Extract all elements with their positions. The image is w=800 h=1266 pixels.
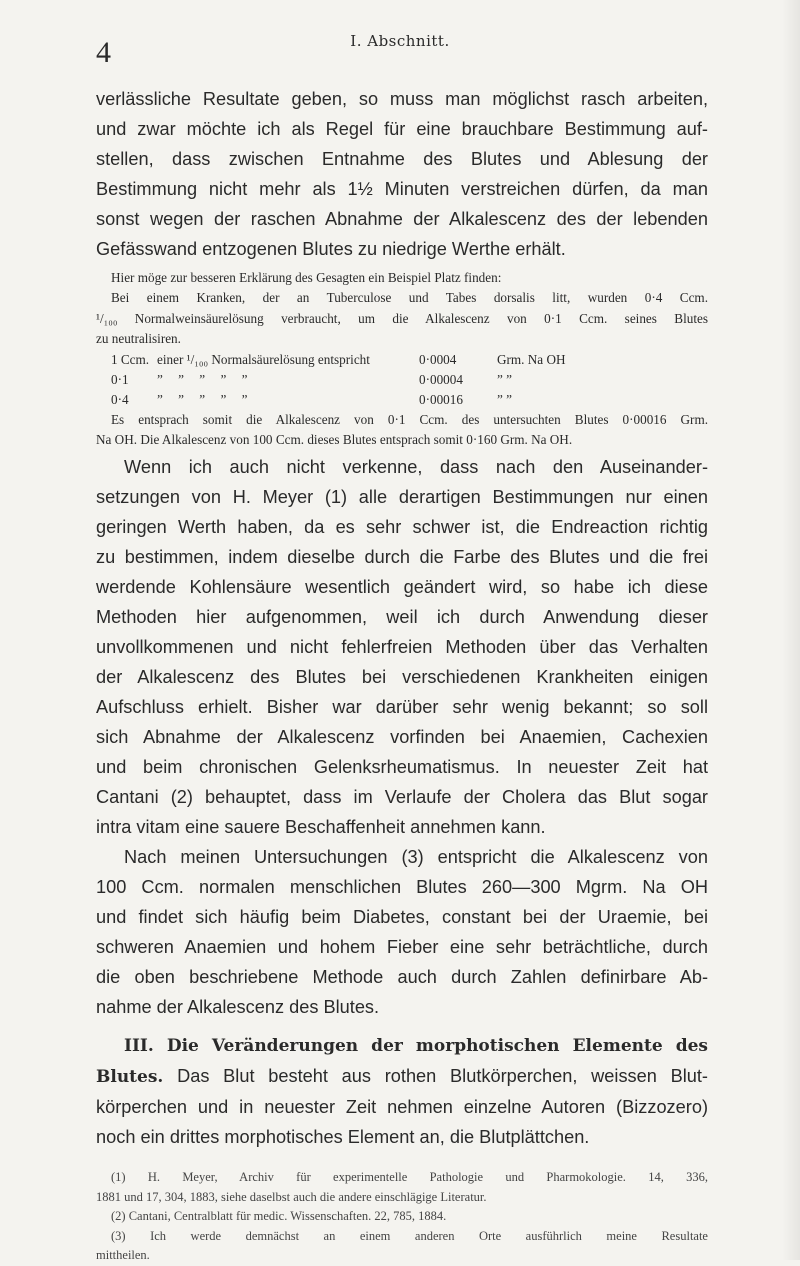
calc-amount: 0·1 (111, 371, 129, 387)
section-text: Das Blut besteht aus rothen Blutkörperchen, weissen Blut- (163, 1066, 708, 1087)
text-line: Bestimmung nicht mehr als 1½ Minuten verstreichen dürfen, da man (96, 179, 708, 199)
text-line: geringen Werth haben, da es sehr schwer ist, die Endreaction richtig (96, 517, 708, 538)
calc-text: einer ¹/₁₀₀ Normalsäurelösung entspricht (157, 351, 370, 367)
calc-amount: 1 Ccm. (111, 351, 150, 367)
text-line (96, 1061, 708, 1092)
text-line: Bei einem Kranken, der an Tuberculose und Tabes dorsalis litt, wurden 0·4 Ccm. (111, 290, 708, 306)
text-line: der Alkalescenz des Blutes bei verschiedenen Krankheiten einigen (96, 667, 708, 688)
text-line: Nach meinen Untersuchungen (3) entspricht die Alkalescenz von (124, 847, 708, 868)
text-line: unvollkommenen und nicht fehlerfreien Methoden über das Verhalten (96, 637, 708, 658)
text-line: und beim chronischen Gelenksrheumatismus. In neuester Zeit hat (96, 757, 708, 778)
paragraph-1 (96, 84, 708, 264)
calculation-table (96, 350, 708, 410)
text-line: körperchen und in neuester Zeit nehmen einzelne Autoren (Bizzozero) (96, 1097, 708, 1118)
page-number: 4 (96, 36, 111, 69)
page-body (96, 84, 708, 1266)
text-line: sonst wegen der raschen Abnahme der Alkalescenz des der lebenden (96, 209, 708, 229)
text-line: 100 Ccm. normalen menschlichen Blutes 260—300 Mgrm. Na OH (96, 877, 708, 898)
text-line: Es entsprach somit die Alkalescenz von 0·1 Ccm. des untersuchten Blutes 0·00016 Grm. (111, 411, 708, 427)
text-line: ¹/₁₀₀ Normalweinsäurelösung verbraucht, um die Alkalescenz von 0·1 Ccm. seines Blutes (96, 310, 708, 326)
calc-row (96, 390, 708, 410)
text-line: die oben beschriebene Methode auch durch Zahlen definirbare Ab- (96, 967, 708, 988)
page-edge-shadow (782, 0, 800, 1260)
calc-amount: 0·4 (111, 391, 129, 407)
footnote-line: (3) Ich werde demnächst an einem anderen Orte ausführlich meine Resultate (111, 1228, 708, 1243)
text-line: sich Abnahme der Alkalescenz vorfinden bei Anaemien, Cachexien (96, 727, 708, 748)
section-heading: III. Die Veränderungen der morphotischen Elemente des (124, 1036, 708, 1057)
text-line: Aufschluss erhielt. Bisher war darüber sehr wenig bekannt; so soll (96, 697, 708, 718)
text-line: nahme der Alkalescenz des Blutes. (96, 997, 380, 1018)
paragraph-2 (96, 452, 708, 842)
calc-text: ” ” ” ” ” (157, 371, 254, 387)
section-paragraph (96, 1030, 708, 1152)
calc-unit: Grm. Na OH (497, 351, 566, 367)
text-line: intra vitam eine sauere Beschaffenheit annehmen kann. (96, 817, 546, 838)
text-line: setzungen von H. Meyer (1) alle derartigen Bestimmungen nur einen (96, 487, 708, 508)
running-title: I. Abschnitt. (350, 32, 450, 50)
example-paragraph (96, 268, 708, 350)
section-heading-cont: Blutes. (96, 1067, 164, 1088)
text-line: und findet sich häufig beim Diabetes, constant bei der Uraemie, bei (96, 907, 708, 928)
footnote-line: (2) Cantani, Centralblatt für medic. Wissenschaften. 22, 785, 1884. (111, 1209, 447, 1224)
text-line: Hier möge zur besseren Erklärung des Gesagten ein Beispiel Platz finden: (111, 270, 502, 285)
footnotes (96, 1168, 708, 1266)
page-header (96, 26, 704, 69)
text-line: und zwar möchte ich als Regel für eine brauchbare Bestimmung auf- (96, 119, 708, 139)
text-line: Methoden hier aufgenommen, weil ich durch Anwendung dieser (96, 607, 708, 628)
text-line: zu neutralisiren. (96, 331, 181, 347)
paragraph-3 (96, 842, 708, 1022)
calc-value: 0·0004 (419, 351, 457, 367)
text-line: zu bestimmen, indem dieselbe durch die Farbe des Blutes und die frei (96, 547, 708, 568)
footnote-line: (1) H. Meyer, Archiv für experimentelle Pathologie und Pharmokologie. 14, 336, (111, 1170, 708, 1185)
section-heading-line (96, 1030, 708, 1061)
footnote-line: 1881 und 17, 304, 1883, siehe daselbst auch die andere einschlägige Literatur. (96, 1189, 487, 1204)
conclusion-paragraph (96, 410, 708, 451)
calc-row (96, 350, 708, 370)
footnote-line: mittheilen. (96, 1248, 150, 1263)
text-line: Gefässwand entzogenen Blutes zu niedrige Werthe erhält. (96, 239, 566, 259)
text-line: stellen, dass zwischen Entnahme des Blutes und Ablesung der (96, 149, 708, 169)
text-line: Na OH. Die Alkalescenz von 100 Ccm. dieses Blutes entsprach somit 0·160 Grm. Na OH. (96, 432, 573, 448)
text-line: Cantani (2) behauptet, dass im Verlaufe der Cholera das Blut sogar (96, 787, 708, 808)
calc-row (96, 370, 708, 390)
calc-value: 0·00016 (419, 391, 463, 407)
calc-unit: ” ” (497, 371, 513, 387)
calc-value: 0·00004 (419, 371, 463, 387)
calc-text: ” ” ” ” ” (157, 391, 254, 407)
text-line: verlässliche Resultate geben, so muss man möglichst rasch arbeiten, (96, 89, 708, 109)
text-line: schweren Anaemien und hohem Fieber eine sehr beträchtliche, durch (96, 937, 708, 958)
text-line: Wenn ich auch nicht verkenne, dass nach den Auseinander- (124, 457, 708, 478)
text-line: noch ein drittes morphotisches Element an, die Blutplättchen. (96, 1127, 590, 1148)
calc-unit: ” ” (497, 391, 513, 407)
text-line: werdende Kohlensäure wesentlich geändert wird, so habe ich diese (96, 577, 708, 598)
